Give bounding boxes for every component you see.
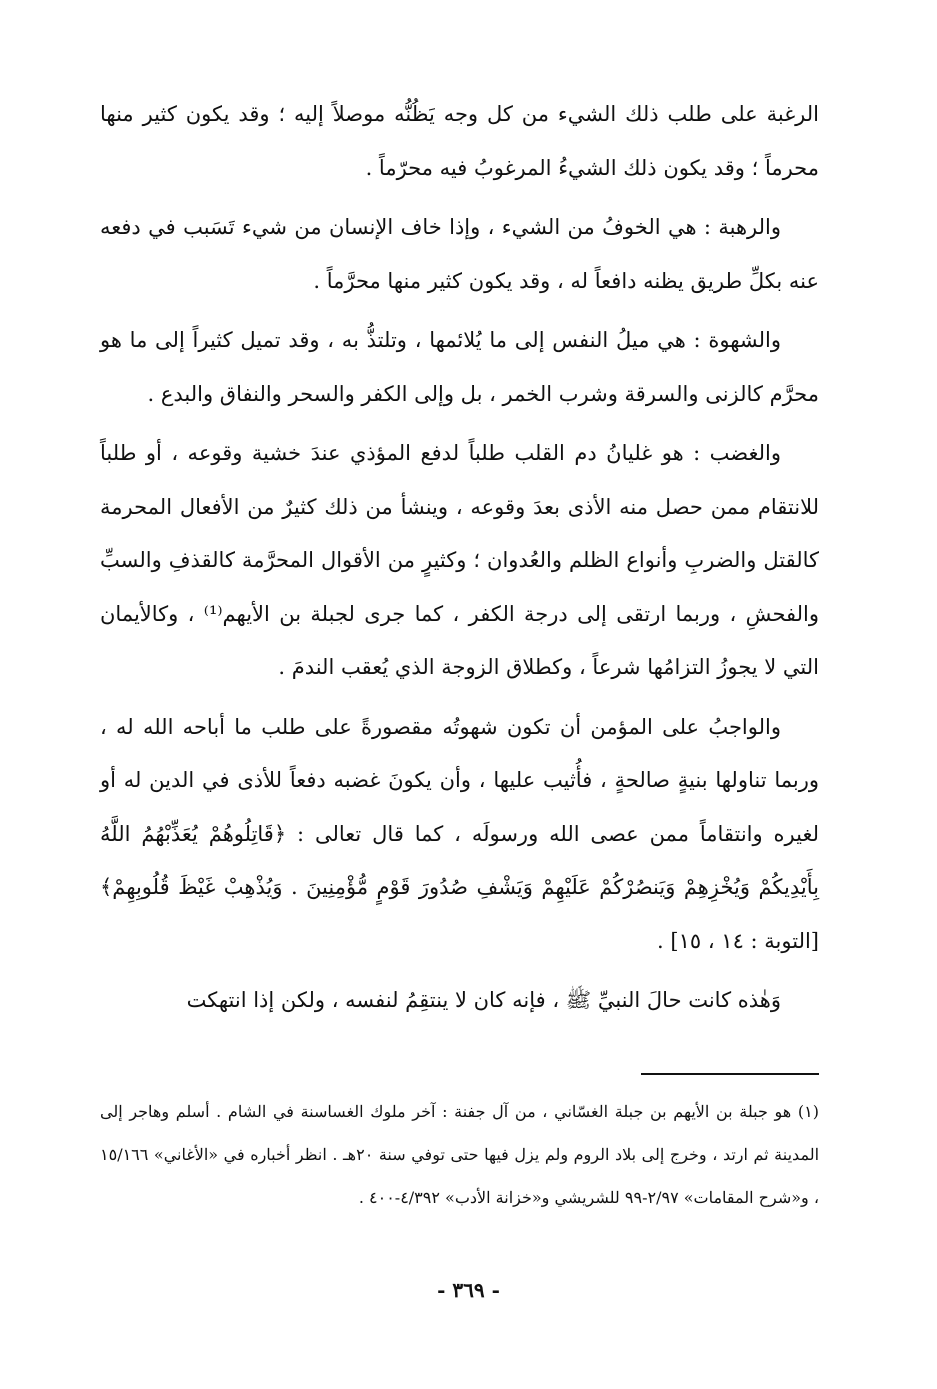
paragraph-ghadab <box>100 427 819 695</box>
paragraph-nabi <box>100 974 819 1028</box>
page-number: - ٣٦٩ - <box>437 1278 500 1302</box>
footnote: (١) هو جبلة بن الأيهم بن جبلة الغسّاني ، من آل جفنة : آخر ملوك الغساسنة في الشام . أسلم وهاجر إلى المدينة ثم ارتد ، وخرج إلى بلاد الروم ولم يزل فيها حتى توفي سنة ٢٠هـ . انظر أخباره في «الأغاني» ١٥/١٦٦ ، و«شرح المقامات» ٢/٩٧-٩٩ للشريشي و«خزانة الأدب» ٤/٣٩٢-٤٠٠ . <box>100 1102 820 1207</box>
paragraph-nabi-text: وَهٰذه كانت حالَ النبيِّ ﷺ ، فإنه كان لا ينتقِمُ لنفسه ، ولكن إذا انتهكت <box>186 988 781 1012</box>
paragraph-shahwa <box>100 314 819 421</box>
footnote-divider <box>641 1073 819 1075</box>
paragraph-rahba-text: والرهبة : هي الخوفُ من الشيء ، وإذا خاف الإنسان من شيء تَسَبب في دفعه عنه بكلِّ طريق يظنه دافعاً له ، وقد يكون كثير منها محرَّماً . <box>100 215 819 293</box>
paragraph-shahwa-text: والشهوة : هي ميلُ النفس إلى ما يُلائمها ، وتلتذُّ به ، وقد تميل كثيراً إلى ما هو محرَّم كالزنى والسرقة وشرب الخمر ، بل وإلى الكفر والسحر والنفاق والبدع . <box>100 328 819 406</box>
paragraph-wajib <box>100 701 819 969</box>
paragraph-ghadab-text: والغضب : هو غليانُ دم القلب طلباً لدفع المؤذي عندَ خشية وقوعه ، أو طلباً للانتقام ممن حصل منه الأذى بعدَ وقوعه ، وينشأ من ذلك كثيرٌ من الأفعال المحرمة كالقتل والضربِ وأنواع الظلم والعُدوان ؛ وكثيرٍ من الأقوال المحرَّمة كالقذفِ والسبِّ والفحشِ ، وربما ارتقى إلى درجة الكفر ، كما جرى لجبلة بن الأيهم⁽¹⁾ ، وكالأيمان التي لا يجوزُ التزامُها شرعاً ، وكطلاق الزوجة الذي يُعقب الندمَ . <box>100 441 819 679</box>
paragraph-raghba-continuation: الرغبة على طلب ذلك الشيء من كل وجه يَظُنُّه موصلاً إليه ؛ وقد يكون كثير منها محرماً ؛ وقد يكون ذلك الشيءُ المرغوبُ فيه محرّماً . <box>100 102 819 180</box>
page-body <box>100 88 819 1034</box>
paragraph-wajib-text: والواجبُ على المؤمن أن تكون شهوتُه مقصورةً على طلب ما أباحه الله له ، وربما تناولها بنيةٍ صالحةٍ ، فأُثيب عليها ، وأن يكونَ غضبه دفعاً للأذى في الدين له أو لغيره وانتقاماً ممن عصى الله ورسولَه ، كما قال تعالى : ﴿قَاتِلُوهُمْ يُعَذِّبْهُمُ اللَّهُ بِأَيْدِيكُمْ وَيُخْزِهِمْ وَيَنصُرْكُمْ عَلَيْهِمْ وَيَشْفِ صُدُورَ قَوْمٍ مُّؤْمِنِينَ . وَيُذْهِبْ غَيْظَ قُلُوبِهِمْ﴾ [التوبة : ١٤ ، ١٥] . <box>100 714 819 953</box>
paragraph-rahba <box>100 201 819 308</box>
